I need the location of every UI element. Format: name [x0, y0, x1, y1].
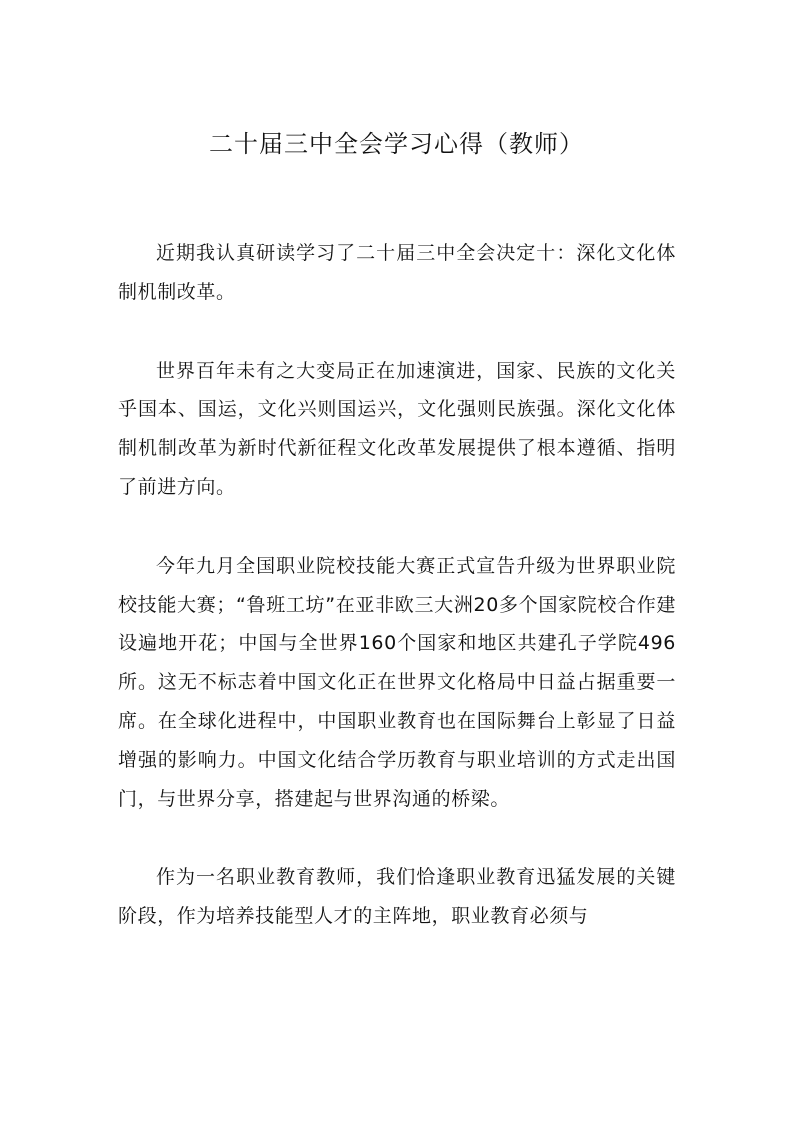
- paragraph-4: 作为一名职业教育教师，我们恰逢职业教育迅猛发展的关键阶段，作为培养技能型人才的主阵地，职业教育必须与: [118, 866, 676, 928]
- document-body: [118, 234, 676, 976]
- paragraph-3: 今年九月全国职业院校技能大赛正式宣告升级为世界职业院校技能大赛；“鲁班工坊”在亚非欧三大洲20多个国家院校合作建设遍地开花；中国与全世界160个国家和地区共建孔子学院496所。这无不标志着中国文化正在世界文化格局中日益占据重要一席。在全球化进程中，中国职业教育也在国际舞台上彰显了日益增强的影响力。中国文化结合学历教育与职业培训的方式走出国门，与世界分享，搭建起与世界沟通的桥梁。: [118, 554, 676, 810]
- paragraph-2: 世界百年未有之大变局正在加速演进，国家、民族的文化关乎国本、国运，文化兴则国运兴，文化强则民族强。深化文化体制机制改革为新时代新征程文化改革发展提供了根本遵循、指明了前进方向。: [118, 359, 676, 498]
- document-title: 二十届三中全会学习心得（教师）: [209, 130, 584, 158]
- paragraph-1: 近期我认真研读学习了二十届三中全会决定十：深化文化体制机制改革。: [118, 242, 676, 303]
